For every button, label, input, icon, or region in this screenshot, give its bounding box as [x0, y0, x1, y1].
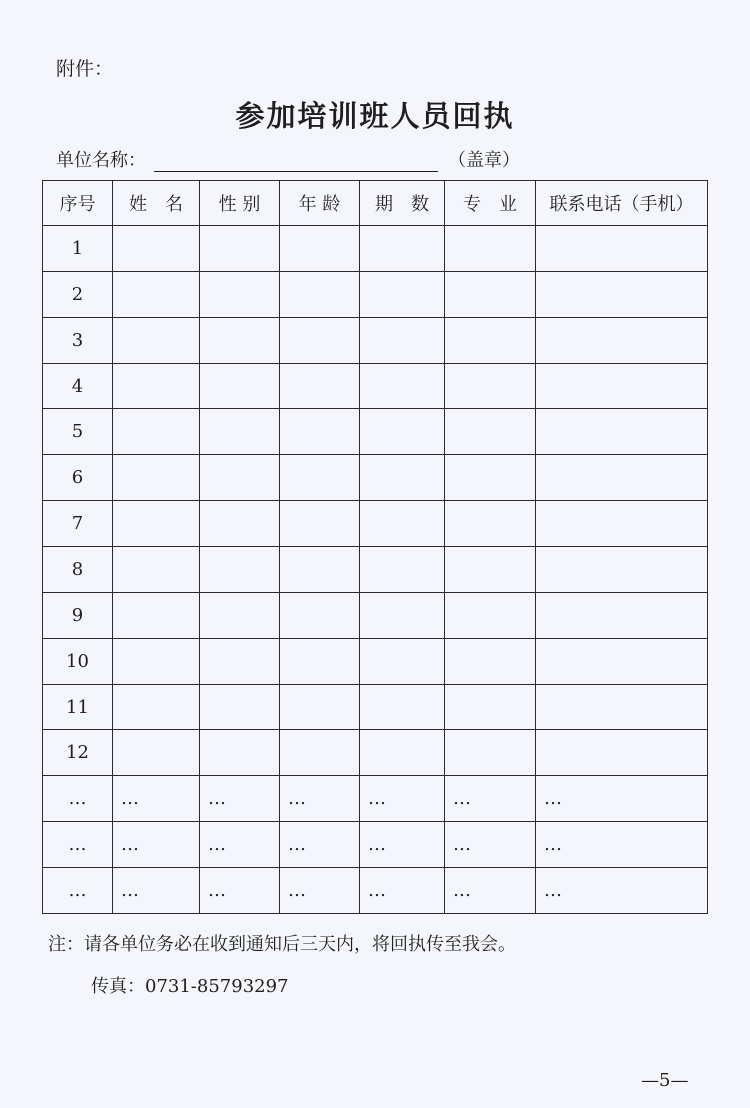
column-header: 专 业 — [445, 181, 536, 226]
unit-name-blank — [154, 149, 438, 172]
table-row — [43, 363, 708, 409]
table-cell — [280, 363, 360, 409]
table-cell — [360, 226, 445, 272]
table-row — [43, 638, 708, 684]
table-cell — [536, 501, 708, 547]
table-cell — [200, 409, 280, 455]
table-cell — [113, 226, 200, 272]
row-number-cell: 2 — [43, 271, 113, 317]
table-cell: … — [113, 776, 200, 822]
table-row — [43, 592, 708, 638]
table-cell — [200, 592, 280, 638]
table-cell — [113, 409, 200, 455]
footnote: 注：请各单位务必在收到通知后三天内，将回执传至我会。 — [48, 934, 516, 955]
table-cell: … — [280, 822, 360, 868]
table-row — [43, 868, 708, 914]
row-number-cell: 11 — [43, 684, 113, 730]
table-cell — [536, 409, 708, 455]
table-cell — [200, 271, 280, 317]
table-cell — [200, 730, 280, 776]
table-row — [43, 547, 708, 593]
table-cell — [445, 547, 536, 593]
row-number-cell: 5 — [43, 409, 113, 455]
table-cell — [445, 363, 536, 409]
row-number-cell: 3 — [43, 317, 113, 363]
table-cell — [280, 638, 360, 684]
unit-name-row — [56, 146, 520, 172]
table-cell — [280, 409, 360, 455]
table-cell: … — [200, 776, 280, 822]
table-cell — [360, 730, 445, 776]
row-number-cell: 4 — [43, 363, 113, 409]
table-cell — [200, 684, 280, 730]
table-cell: … — [200, 822, 280, 868]
table-cell: … — [113, 822, 200, 868]
table-cell — [445, 730, 536, 776]
table-cell — [280, 684, 360, 730]
unit-name-label: 单位名称： — [56, 150, 146, 171]
table-cell — [113, 638, 200, 684]
column-header: 年 龄 — [280, 181, 360, 226]
table-cell — [200, 226, 280, 272]
table-row — [43, 776, 708, 822]
table-cell — [113, 363, 200, 409]
table-cell — [536, 455, 708, 501]
attachment-label: 附件： — [56, 58, 114, 80]
table-cell — [200, 638, 280, 684]
row-number-cell: … — [43, 776, 113, 822]
table-row — [43, 730, 708, 776]
row-number-cell: 12 — [43, 730, 113, 776]
table-row — [43, 822, 708, 868]
table-row — [43, 317, 708, 363]
table-cell: … — [360, 822, 445, 868]
page-number: —5— — [641, 1070, 689, 1091]
table-cell — [200, 547, 280, 593]
fax-number: 传真：0731-85793297 — [91, 976, 289, 997]
table-cell — [445, 271, 536, 317]
table-cell — [113, 317, 200, 363]
column-header: 性 别 — [200, 181, 280, 226]
table-cell — [536, 363, 708, 409]
table-row — [43, 684, 708, 730]
table-cell — [280, 271, 360, 317]
column-header: 联系电话（手机） — [536, 181, 708, 226]
table-cell — [200, 317, 280, 363]
table-row — [43, 455, 708, 501]
table-cell — [360, 638, 445, 684]
table-row — [43, 501, 708, 547]
row-number-cell: 9 — [43, 592, 113, 638]
table-cell: … — [113, 868, 200, 914]
table-cell — [360, 684, 445, 730]
table-cell — [445, 501, 536, 547]
table-header-row — [43, 181, 708, 226]
table-cell: … — [445, 822, 536, 868]
table-cell — [360, 592, 445, 638]
table-cell — [200, 455, 280, 501]
table-cell — [445, 684, 536, 730]
table-cell — [445, 592, 536, 638]
table-cell — [113, 684, 200, 730]
table-cell — [280, 501, 360, 547]
attendee-table — [42, 180, 708, 914]
table-cell: … — [200, 868, 280, 914]
table-cell — [360, 455, 445, 501]
table-cell — [536, 730, 708, 776]
table-cell — [113, 592, 200, 638]
table-cell: … — [280, 776, 360, 822]
table-cell — [445, 455, 536, 501]
form-title: 参加培训班人员回执 — [235, 99, 515, 133]
table-cell — [360, 547, 445, 593]
table-row — [43, 271, 708, 317]
table-cell — [360, 317, 445, 363]
table-cell — [445, 317, 536, 363]
table-cell — [113, 271, 200, 317]
table-cell — [280, 730, 360, 776]
table-cell — [113, 501, 200, 547]
table-cell — [360, 409, 445, 455]
table-cell — [360, 501, 445, 547]
table-cell — [536, 684, 708, 730]
table-cell — [360, 271, 445, 317]
table-cell: … — [536, 868, 708, 914]
table-cell — [113, 547, 200, 593]
column-header: 序号 — [43, 181, 113, 226]
table-cell: … — [445, 868, 536, 914]
column-header: 姓 名 — [113, 181, 200, 226]
table-cell — [536, 271, 708, 317]
table-row — [43, 409, 708, 455]
table-cell — [360, 363, 445, 409]
table-cell: … — [360, 776, 445, 822]
row-number-cell: … — [43, 868, 113, 914]
table-cell — [280, 455, 360, 501]
row-number-cell: 1 — [43, 226, 113, 272]
table-cell — [536, 592, 708, 638]
table-cell — [445, 409, 536, 455]
table-cell — [280, 547, 360, 593]
seal-label: （盖章） — [448, 150, 520, 171]
row-number-cell: 8 — [43, 547, 113, 593]
table-cell — [280, 226, 360, 272]
table-cell — [445, 638, 536, 684]
table-cell — [113, 730, 200, 776]
table-cell — [445, 226, 536, 272]
table-cell: … — [536, 822, 708, 868]
table-cell — [280, 317, 360, 363]
row-number-cell: 6 — [43, 455, 113, 501]
row-number-cell: 7 — [43, 501, 113, 547]
table-cell: … — [360, 868, 445, 914]
table-cell — [113, 455, 200, 501]
table-cell — [280, 592, 360, 638]
table-row — [43, 226, 708, 272]
table-cell: … — [536, 776, 708, 822]
table-cell — [536, 638, 708, 684]
table-cell — [200, 363, 280, 409]
table-cell: … — [445, 776, 536, 822]
table-cell — [536, 226, 708, 272]
row-number-cell: … — [43, 822, 113, 868]
column-header: 期 数 — [360, 181, 445, 226]
row-number-cell: 10 — [43, 638, 113, 684]
table-cell — [200, 501, 280, 547]
table-cell — [536, 317, 708, 363]
table-cell — [536, 547, 708, 593]
table-cell: … — [280, 868, 360, 914]
